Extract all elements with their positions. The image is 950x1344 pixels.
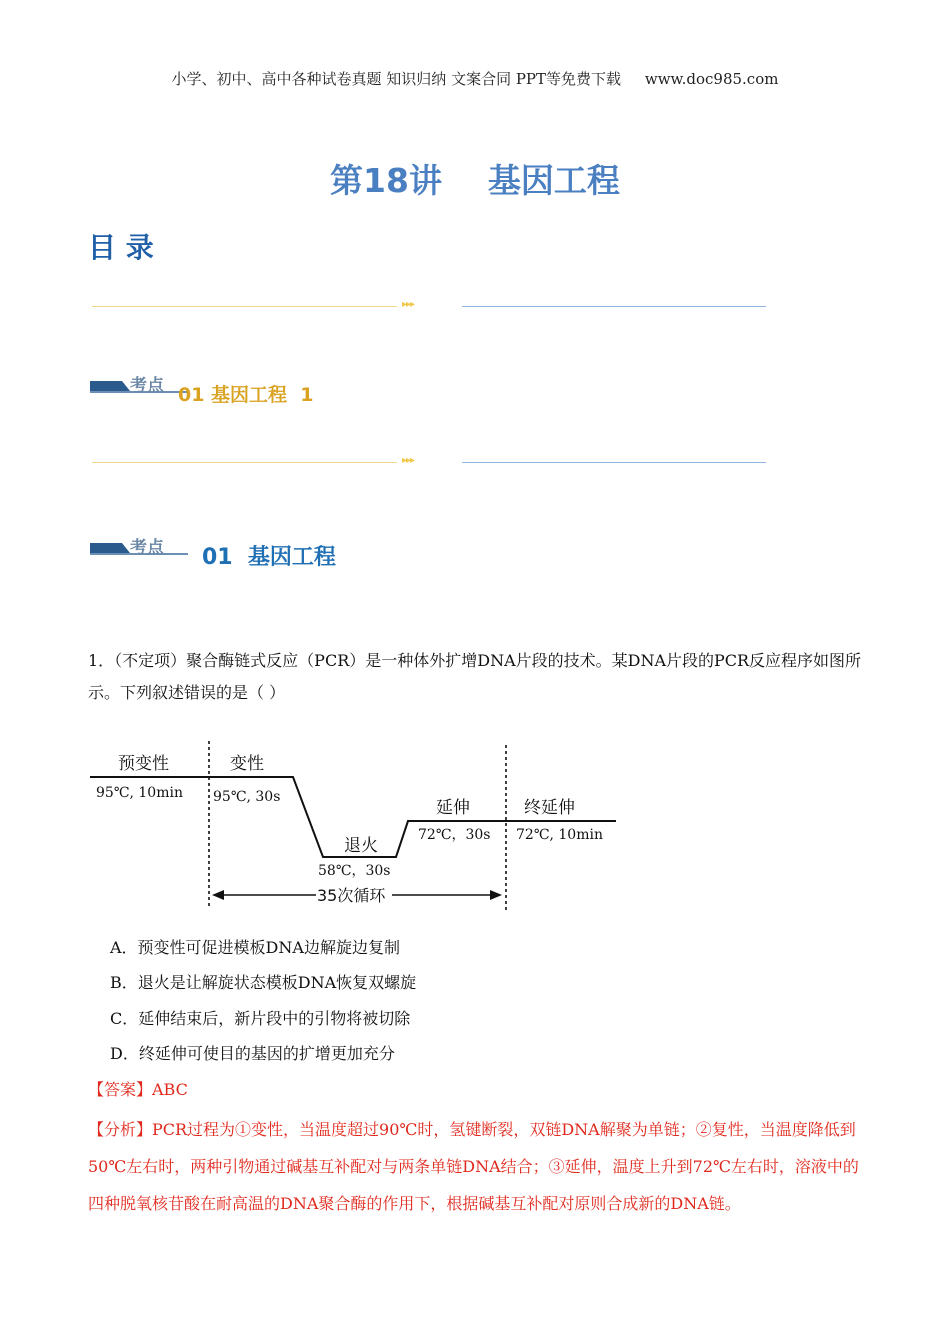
final-extend-condition: 72℃, 10min xyxy=(516,827,603,843)
toc-entry-gene-engineering[interactable]: 01 基因工程 1 xyxy=(178,384,314,406)
predenature-condition: 95℃, 10min xyxy=(96,785,183,801)
toc-divider-top xyxy=(92,301,766,313)
toc-heading: 目 录 xyxy=(88,231,154,264)
cycle-count-label: 35次循环 xyxy=(317,886,386,905)
pcr-program-diagram xyxy=(88,735,628,915)
section-heading: 01 基因工程 xyxy=(202,545,336,570)
option-c: C．延伸结束后，新片段中的引物将被切除 xyxy=(110,1009,411,1028)
final-extend-label: 终延伸 xyxy=(524,798,575,818)
divider-arrows: ▸▸▸ xyxy=(402,299,415,310)
lecture-title: 第18讲 基因工程 xyxy=(330,161,620,200)
cycle-arrow-left-head xyxy=(212,890,224,900)
option-b: B．退火是让解旋状态模板DNA恢复双螺旋 xyxy=(110,973,417,992)
anneal-label: 退火 xyxy=(344,836,378,856)
extend-label: 延伸 xyxy=(436,798,470,818)
cycle-arrow-right-head xyxy=(490,890,502,900)
extend-condition: 72℃，30s xyxy=(418,827,491,843)
denature-label: 变性 xyxy=(230,754,264,774)
denature-condition: 95℃, 30s xyxy=(213,789,281,805)
question-stem: 1．（不定项）聚合酶链式反应（PCR）是一种体外扩增DNA片段的技术。某DNA片段的PCR反应程序如图所示。下列叙述错误的是（ ） xyxy=(88,651,862,702)
answer-line: 【答案】ABC xyxy=(88,1080,188,1099)
kaodian-badge: 考点 xyxy=(90,534,190,556)
toc-divider-bottom xyxy=(92,457,766,469)
option-a: A．预变性可促进模板DNA边解旋边复制 xyxy=(110,938,400,957)
page-header: 小学、初中、高中各种试卷真题 知识归纳 文案合同 PPT等免费下载 www.doc985.com xyxy=(171,70,779,88)
analysis-text: 【分析】PCR过程为①变性，当温度超过90℃时，氢键断裂，双链DNA解聚为单链；②复性，当温度降低到50℃左右时，两种引物通过碱基互补配对与两条单链DNA结合；③延伸，温度上升到72℃左右时，溶液中的四种脱氧核苷酸在耐高温的DNA聚合酶的作用下，根据碱基互补配对原则合成新的DNA链。 xyxy=(88,1120,859,1213)
anneal-condition: 58℃，30s xyxy=(318,863,391,879)
divider-arrows: ▸▸▸ xyxy=(402,455,415,466)
option-d: D．终延伸可使目的基因的扩增更加充分 xyxy=(110,1044,395,1063)
predenature-label: 预变性 xyxy=(118,754,169,774)
kaodian-badge: 考点 xyxy=(90,372,190,394)
